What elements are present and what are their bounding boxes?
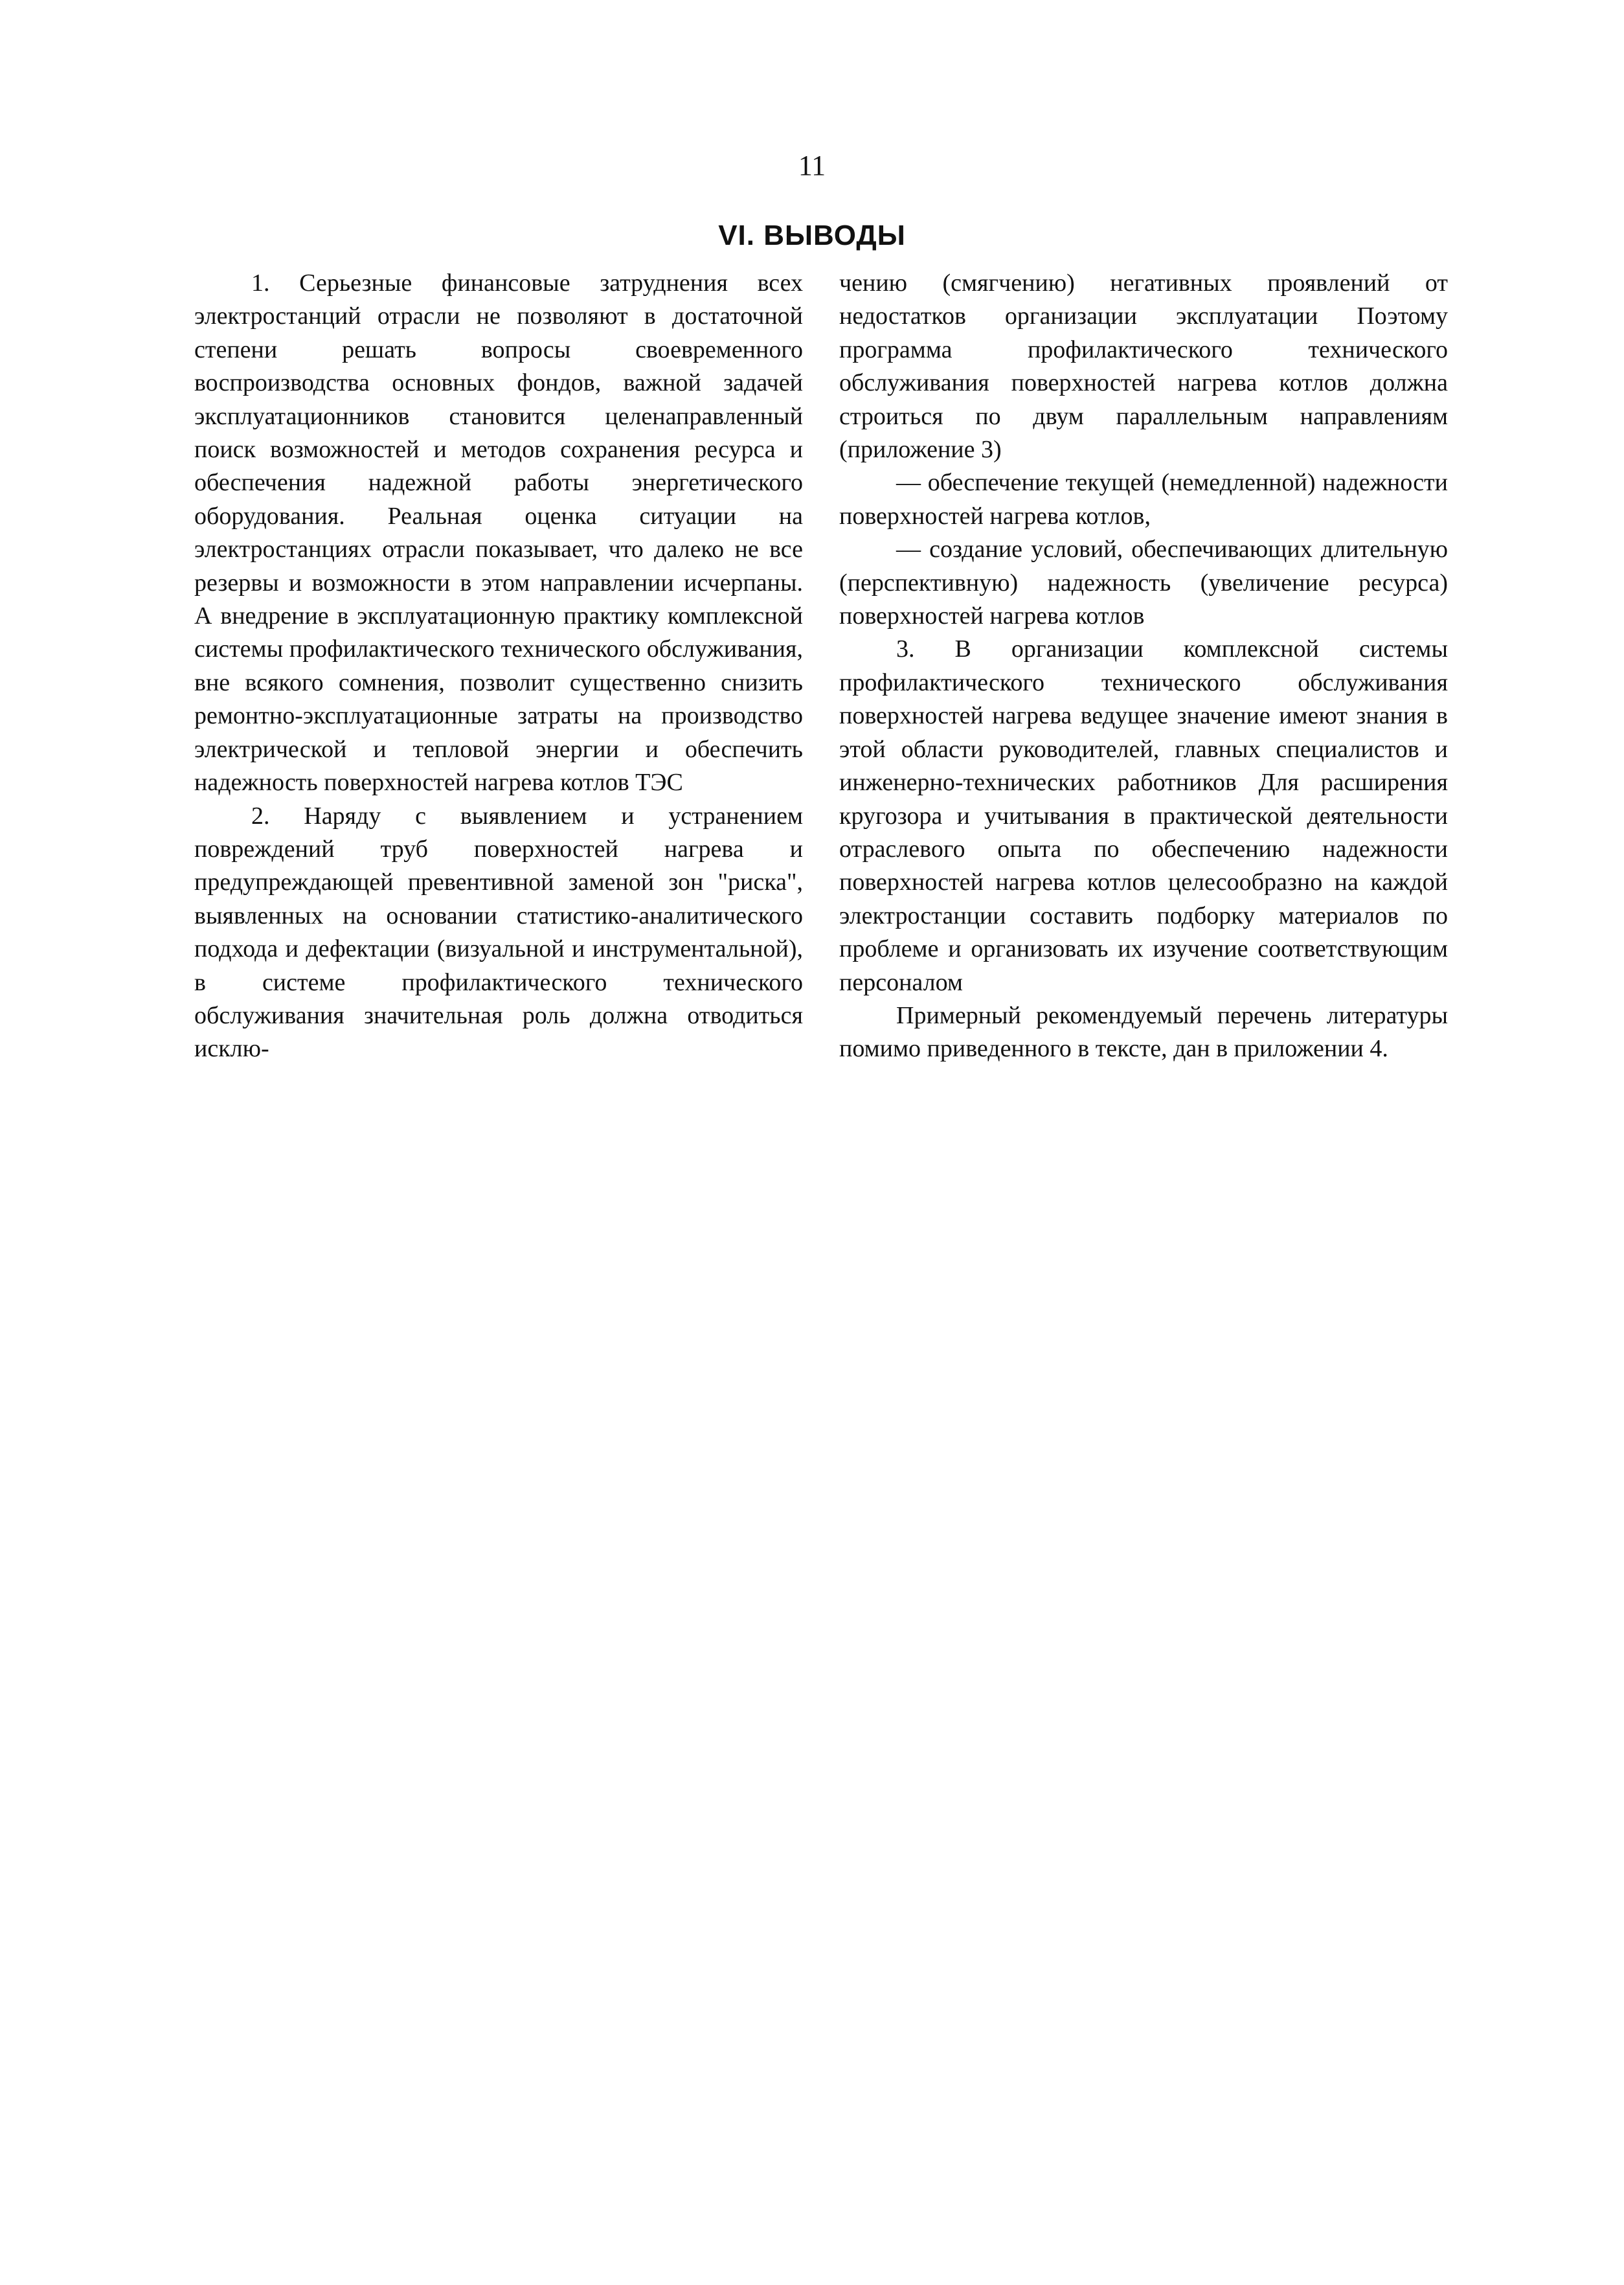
conclusion-paragraph-2-continued: чению (смягчению) негативных проявлений от недостатков организации эксплуатации Поэтому программа профилактического технического обслуживания поверхностей нагрева котлов должна строиться по двум параллельным направлениям (приложение 3) bbox=[839, 269, 1448, 464]
direction-item-1: — обеспечение текущей (немедленной) надежности поверхностей нагрева котлов, bbox=[839, 469, 1448, 530]
section-title: VI. ВЫВОДЫ bbox=[718, 220, 906, 251]
left-column bbox=[194, 267, 803, 1066]
page-number: 11 bbox=[798, 150, 826, 181]
conclusion-paragraph-3: 3. В организации комплексной системы профилактического технического обслуживания поверхностей нагрева ведущее значение имеют знания в этой области руководителей, главных специалистов и инженерно-технических работников Для расширения кругозора и учитывания в практической деятельности отраслевого опыта по обеспечению надежности поверхностей нагрева котлов целесообразно на каждой электростанции составить подборку материалов по проблеме и организовать их изучение соответствующим персоналом bbox=[839, 635, 1448, 996]
conclusion-paragraph-2-start: 2. Наряду с выявлением и устранением повреждений труб поверхностей нагрева и предупреждающей превентивной заменой зон "риска", выявленных на основании статистико-аналитического подхода и дефектации (визуальной и инструментальной), в системе профилактического технического обслуживания значительная роль должна отводиться исклю- bbox=[194, 802, 803, 1063]
conclusion-paragraph-1: 1. Серьезные финансовые затруднения всех электростанций отрасли не позволяют в достаточной степени решать вопросы своевременного воспроизводства основных фондов, важной задачей эксплуатационников становится целенаправленный поиск возможностей и методов сохранения ресурса и обеспечения надежной работы энергетического оборудования. Реальная оценка ситуации на электростанциях отрасли показывает, что далеко не все резервы и возможности в этом направлении исчерпаны. А внедрение в эксплуатационную практику комплексной системы профилактического технического обслуживания, вне всякого сомнения, позволит существенно снизить ремонтно-эксплуатационные затраты на производство электрической и тепловой энергии и обеспечить надежность поверхностей нагрева котлов ТЭС bbox=[194, 269, 803, 797]
right-column bbox=[839, 267, 1448, 1066]
literature-note: Примерный рекомендуемый перечень литературы помимо приведенного в тексте, дан в приложении 4. bbox=[839, 1001, 1448, 1063]
direction-item-2: — создание условий, обеспечивающих длительную (перспективную) надежность (увеличение ресурса) поверхностей нагрева котлов bbox=[839, 536, 1448, 630]
